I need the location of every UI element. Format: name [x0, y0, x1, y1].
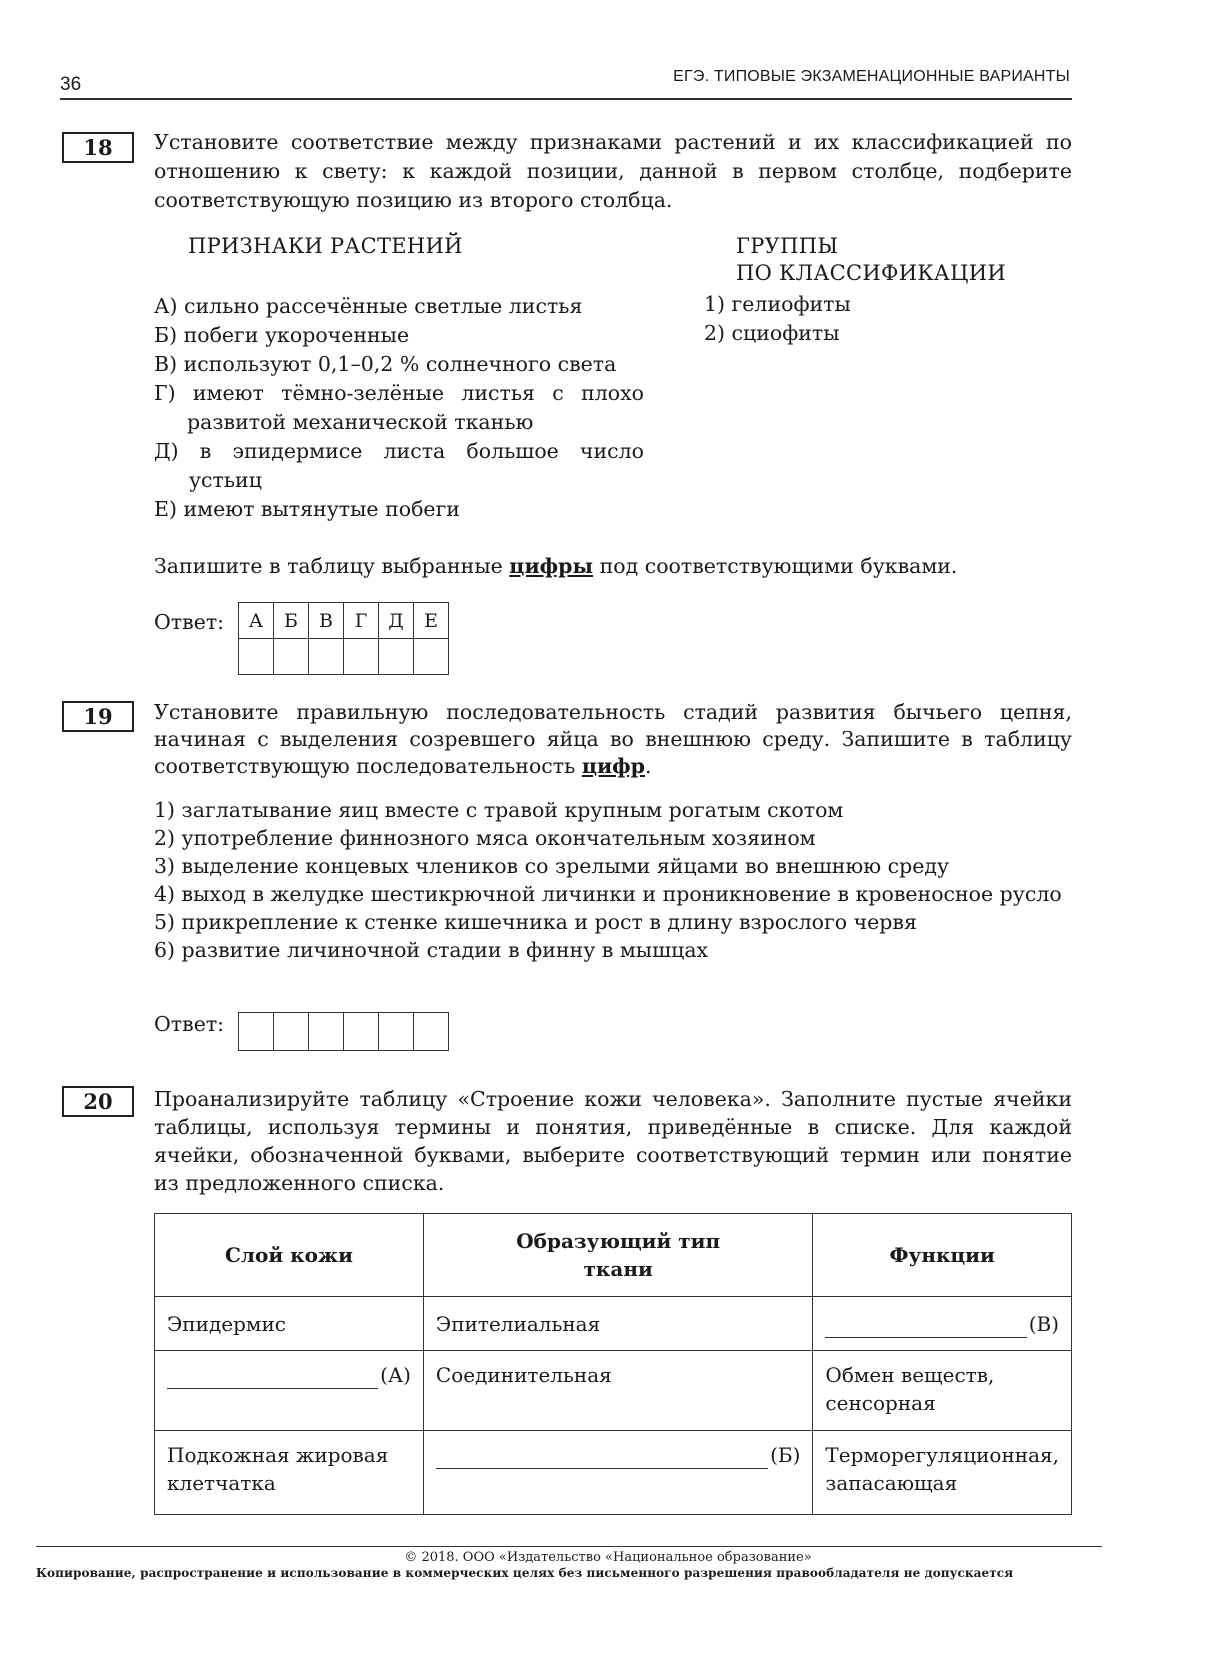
- option-item: 1) заглатывание яиц вместе с травой крупным рогатым скотом: [154, 798, 844, 822]
- answer-cell[interactable]: [344, 639, 379, 675]
- answer-letter: Б: [274, 603, 309, 639]
- option-list: [154, 796, 1072, 964]
- feature-item: Д) в эпидермисе листа большое число устьиц: [154, 439, 644, 492]
- task-number-box: 20: [62, 1086, 134, 1117]
- answer-label: Ответ:: [154, 1012, 225, 1036]
- answer-grid: [238, 602, 449, 675]
- task-number-box: 18: [62, 132, 134, 163]
- table-header: Функции: [813, 1214, 1072, 1297]
- task-prompt: Установите соответствие между признаками растений и их классификацией по отношению к свету: к каждой позиции, данной в первом столбце, подберите соответствующую позицию из второго столбца.: [154, 130, 1072, 212]
- task-prompt: Установите правильную последовательность стадий развития бычьего цепня, начиная с выделения созревшего яйца во внешнюю среду. Запишите в таблицу соответствующую последовательность цифр.: [154, 700, 1072, 778]
- answer-cell[interactable]: [274, 1013, 309, 1051]
- table-cell: Обмен веществ, сенсорная: [813, 1351, 1072, 1431]
- answer-cell[interactable]: [239, 639, 274, 675]
- task-number-box: 19: [62, 701, 134, 732]
- task-instruction: Запишите в таблицу выбранные цифры под соответствующими буквами.: [154, 554, 958, 578]
- table-row: [155, 1431, 1072, 1515]
- answer-letter: Д: [379, 603, 414, 639]
- table-row: [155, 1351, 1072, 1431]
- answer-letter: В: [309, 603, 344, 639]
- blank-cell-v[interactable]: [813, 1297, 1072, 1351]
- skin-structure-table: [154, 1213, 1072, 1515]
- blank-cell-a[interactable]: [155, 1351, 424, 1431]
- option-item: 5) прикрепление к стенке кишечника и рост в длину взрослого червя: [154, 910, 917, 934]
- option-item: 2) употребление финнозного мяса окончательным хозяином: [154, 826, 816, 850]
- option-item: 4) выход в желудке шестикрючной личинки и проникновение в кровеносное русло: [154, 882, 1062, 906]
- answer-letter: Е: [414, 603, 449, 639]
- blank-cell-b[interactable]: [423, 1431, 813, 1515]
- groups-heading: ГРУППЫ: [736, 234, 839, 258]
- groups-heading-line2: ПО КЛАССИФИКАЦИИ: [736, 261, 1006, 285]
- table-cell: Соединительная: [423, 1351, 813, 1431]
- feature-item: В) используют 0,1–0,2 % солнечного света: [154, 352, 617, 376]
- table-cell: Эпителиальная: [423, 1297, 813, 1351]
- feature-item: Г) имеют тёмно-зелёные листья с плохо развитой механической тканью: [154, 381, 644, 434]
- feature-item: Е) имеют вытянутые побеги: [154, 497, 460, 521]
- sequence-answer-grid: [238, 1012, 449, 1051]
- group-item: 2) сциофиты: [704, 321, 840, 345]
- feature-item: Б) побеги укороченные: [154, 323, 410, 347]
- copyright-line: © 2018. ООО «Издательство «Национальное образование»: [404, 1550, 812, 1565]
- feature-list: [154, 292, 644, 524]
- table-header: Образующий тип ткани: [423, 1214, 813, 1297]
- footer-divider: [36, 1546, 1102, 1547]
- answer-cell[interactable]: [344, 1013, 379, 1051]
- features-heading: ПРИЗНАКИ РАСТЕНИЙ: [188, 234, 463, 258]
- answer-cell[interactable]: [379, 1013, 414, 1051]
- answer-cell[interactable]: [239, 1013, 274, 1051]
- answer-cell[interactable]: [309, 1013, 344, 1051]
- answer-cell[interactable]: [309, 639, 344, 675]
- group-list: [704, 290, 851, 348]
- feature-item: А) сильно рассечённые светлые листья: [154, 294, 583, 318]
- task-prompt: Проанализируйте таблицу «Строение кожи человека». Заполните пустые ячейки таблицы, используя термины и понятия, приведённые в списке. Для каждой ячейки, обозначенной буквами, выберите соответствующий термин или понятие из предложенного списка.: [154, 1087, 1072, 1195]
- table-cell: Терморегуляционная, запасающая: [813, 1431, 1072, 1515]
- table-cell: Эпидермис: [155, 1297, 424, 1351]
- running-title: ЕГЭ. ТИПОВЫЕ ЭКЗАМЕНАЦИОННЫЕ ВАРИАНТЫ: [673, 68, 1070, 85]
- table-cell: Подкожная жировая клетчатка: [155, 1431, 424, 1515]
- group-item: 1) гелиофиты: [704, 292, 851, 316]
- option-item: 3) выделение концевых члеников со зрелыми яйцами во внешнюю среду: [154, 854, 950, 878]
- page-number: 36: [60, 74, 82, 95]
- blank-letter: (В): [1028, 1311, 1059, 1336]
- header-divider: [60, 98, 1072, 100]
- answer-cell[interactable]: [274, 639, 309, 675]
- answer-letter: А: [239, 603, 274, 639]
- table-row: [155, 1297, 1072, 1351]
- answer-cell[interactable]: [414, 639, 449, 675]
- answer-letter: Г: [344, 603, 379, 639]
- copyright-notice: Копирование, распространение и использование в коммерческих целях без письменного разрешения правообладателя не допускается: [36, 1566, 1014, 1580]
- blank-letter: (Б): [770, 1443, 801, 1467]
- table-header: Слой кожи: [155, 1214, 424, 1297]
- blank-letter: (А): [380, 1363, 411, 1387]
- option-item: 6) развитие личиночной стадии в финну в мышцах: [154, 938, 709, 962]
- answer-cell[interactable]: [414, 1013, 449, 1051]
- answer-cell[interactable]: [379, 639, 414, 675]
- answer-label: Ответ:: [154, 610, 225, 634]
